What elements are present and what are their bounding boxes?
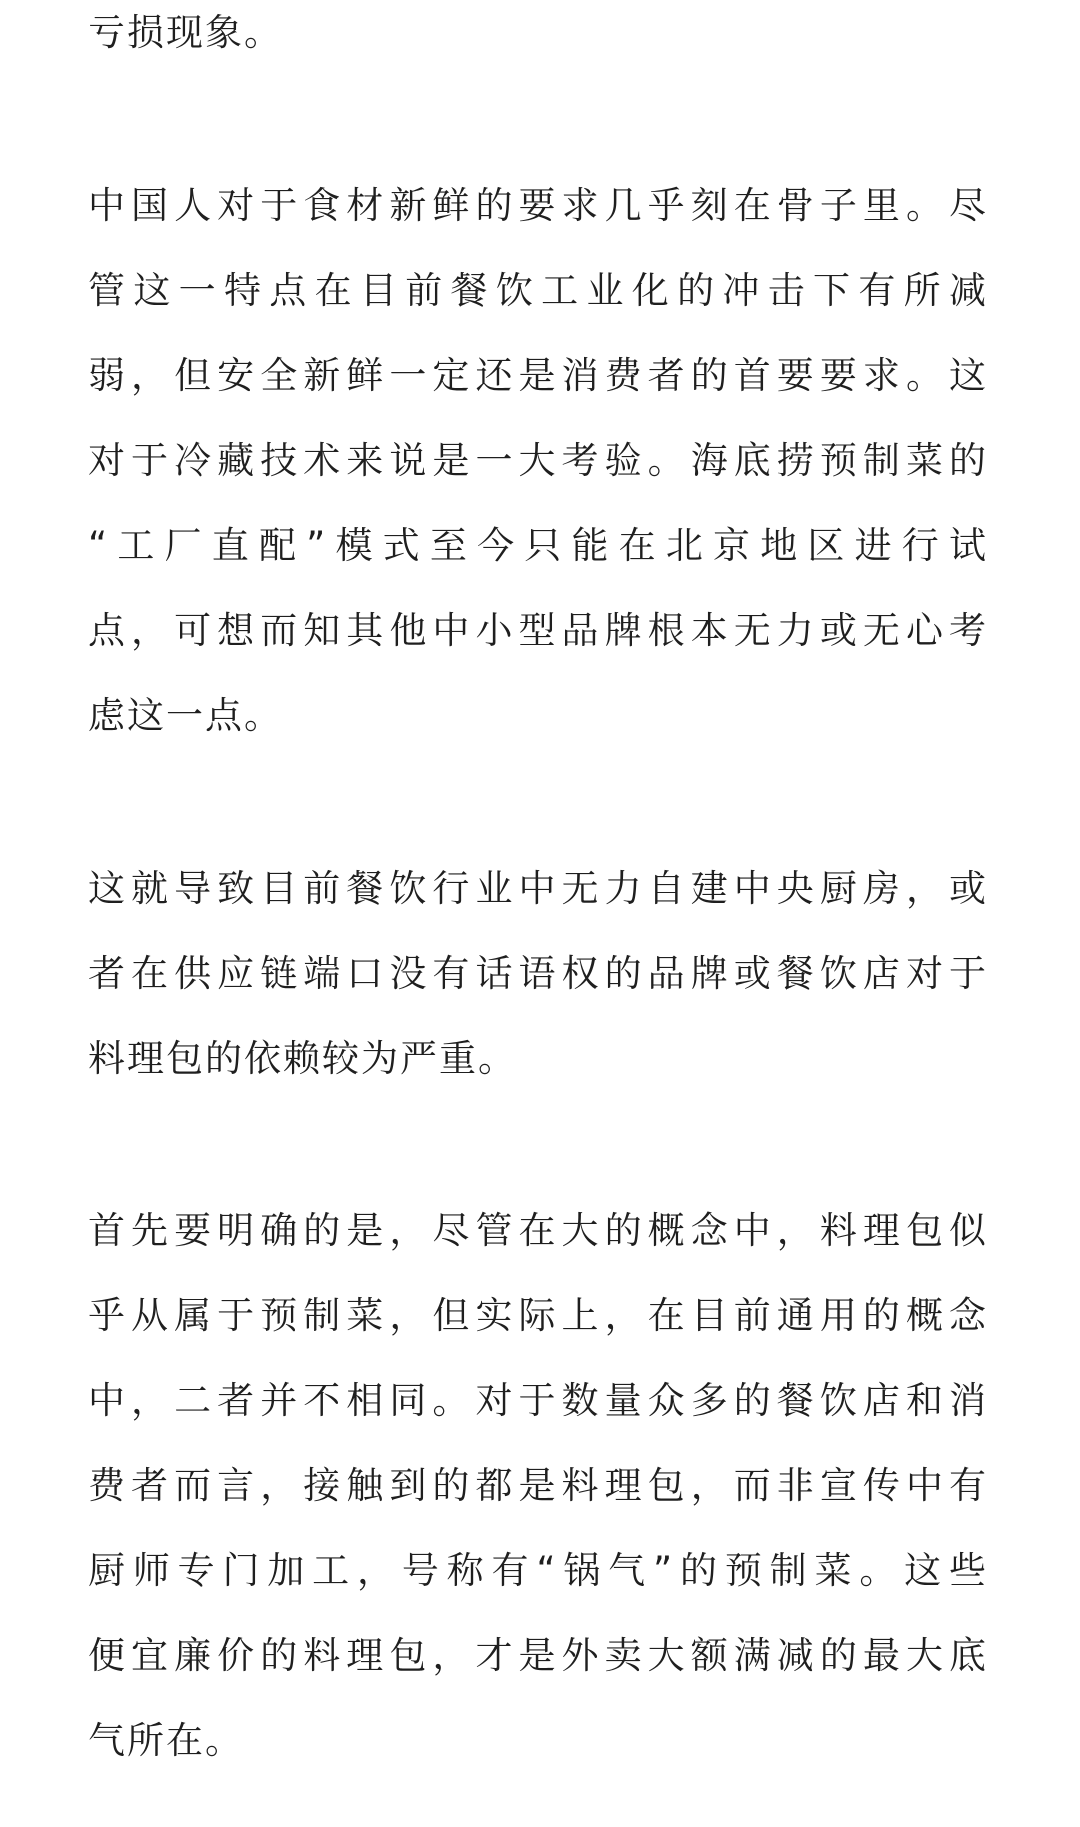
text-line: 便宜廉价的料理包，才是外卖大额满减的最大底: [88, 1634, 988, 1677]
text-line: 料理包的依赖较为严重。: [88, 1037, 517, 1080]
text-line: 厨师专门加工，号称有“锅气”的预制菜。这些: [88, 1549, 988, 1592]
paragraph-4: [88, 1188, 988, 1783]
text-line: 乎从属于预制菜，但实际上，在目前通用的概念: [88, 1294, 988, 1337]
text-line: 中国人对于食材新鲜的要求几乎刻在骨子里。尽: [88, 184, 988, 227]
text-line: 弱，但安全新鲜一定还是消费者的首要要求。这: [88, 354, 988, 397]
paragraph-1: [88, 0, 988, 75]
text-line: 首先要明确的是，尽管在大的概念中，料理包似: [88, 1209, 988, 1252]
paragraph-2: [88, 163, 988, 758]
text-line: 气所在。: [88, 1719, 244, 1762]
text-line: 虑这一点。: [88, 694, 283, 737]
text-line: 管这一特点在目前餐饮工业化的冲击下有所减: [88, 269, 988, 312]
text-line: 点，可想而知其他中小型品牌根本无力或无心考: [88, 609, 988, 652]
text-line: 者在供应链端口没有话语权的品牌或餐饮店对于: [88, 952, 988, 995]
text-line: 亏损现象。: [88, 11, 283, 54]
text-line: 费者而言，接触到的都是料理包，而非宣传中有: [88, 1464, 988, 1507]
text-line: 对于冷藏技术来说是一大考验。海底捞预制菜的: [88, 439, 988, 482]
text-line: “工厂直配”模式至今只能在北京地区进行试: [88, 524, 988, 567]
text-line: 中，二者并不相同。对于数量众多的餐饮店和消: [88, 1379, 988, 1422]
paragraph-3: [88, 846, 988, 1101]
text-line: 这就导致目前餐饮行业中无力自建中央厨房，或: [88, 867, 988, 910]
